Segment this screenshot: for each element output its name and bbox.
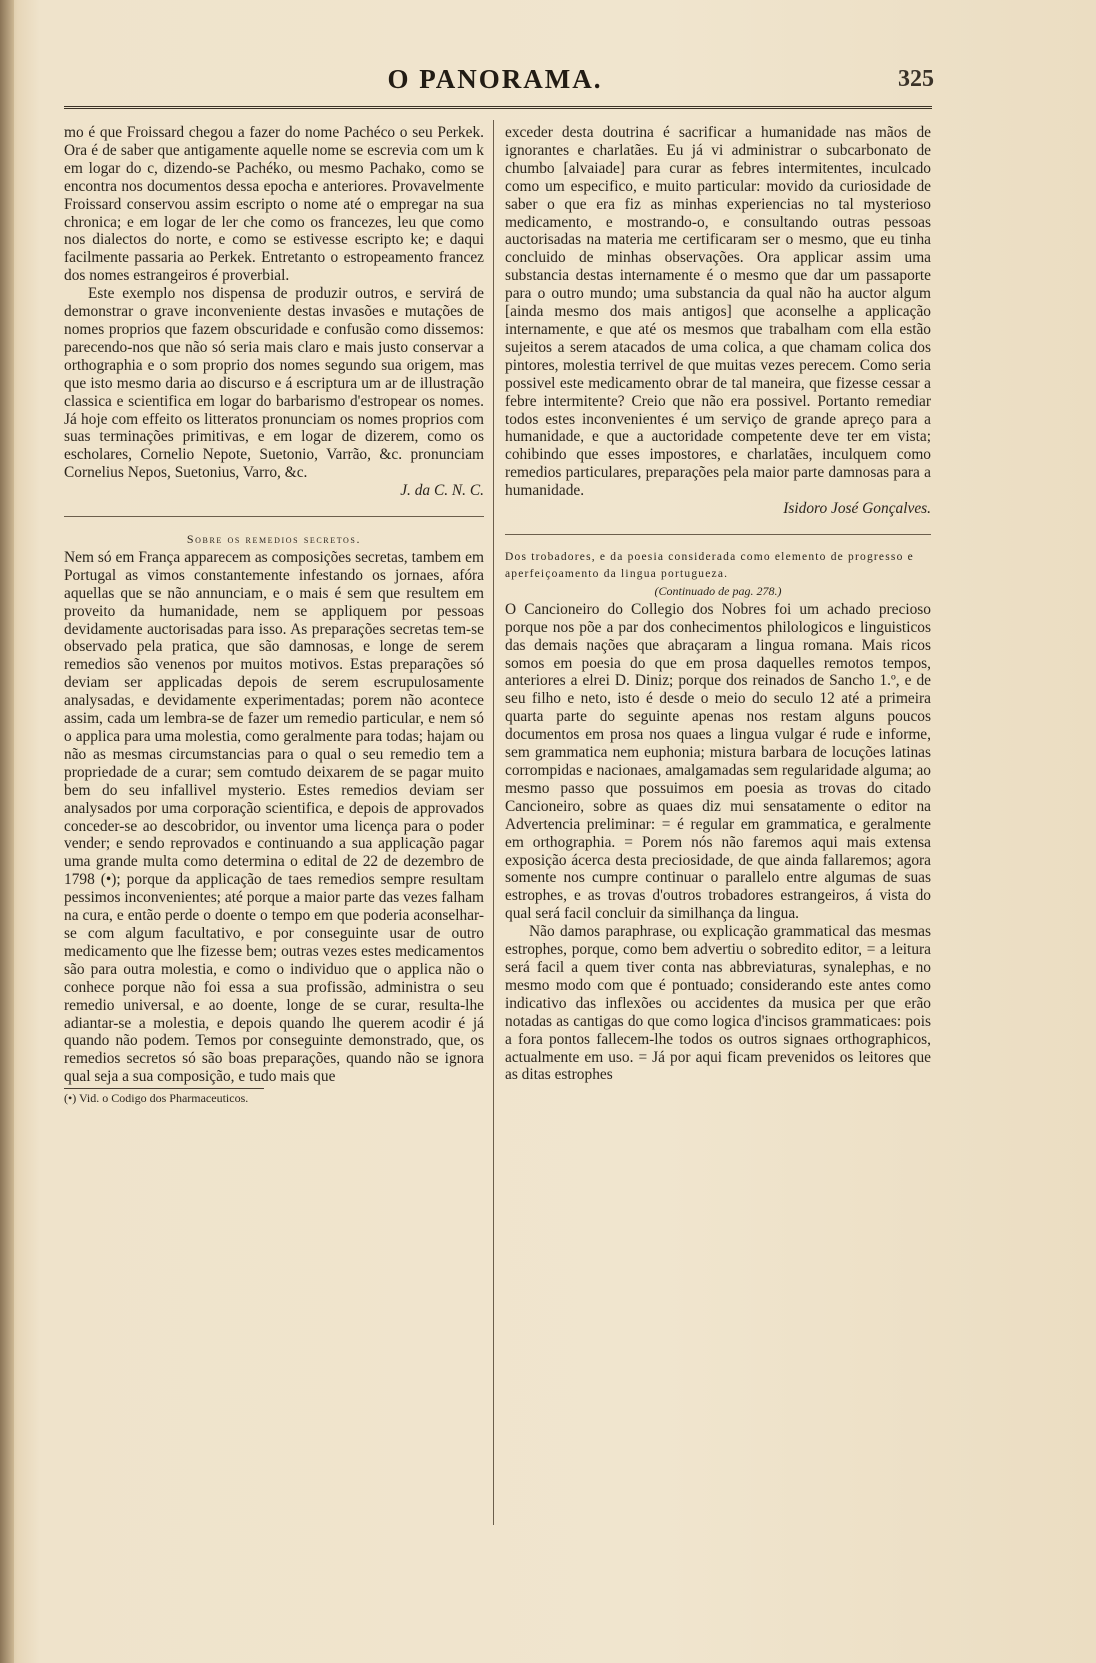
right-signature: Isidoro José Gonçalves. bbox=[783, 500, 931, 518]
section-title-remedios: Sobre os remedios secretos. bbox=[186, 532, 362, 547]
page-number: 325 bbox=[898, 66, 934, 92]
right-paragraph-1: exceder desta doutrina é sacrificar a humanidade nas mãos de ignorantes e charlatães. Eu já vi administrar o subcarbonato de chumbo [alvaiade] para curar as febres intermitentes, inculcado como um especifico, e muito particular: movido da curiosidade de saber o que era fiz as minhas experiencias no tal mysterioso medicamento, e mostrando-o, e consultando outras pessoas auctorisadas na materia me certificaram ser o mesmo, que eu tinha concluido de minhas observações. Ora applicar assim uma substancia destas internamente é o mesmo que dar um passaporte para o outro mundo; uma substancia da qual não ha auctor algum [ainda mesmo dos mais antigos] que aconselhe a applicação internamente, e que até os mesmos que trabalham com ella estão sujeitos a serem atacados de uma colica, a que chamam colica dos pintores, molestia terrivel de que muitas vezes perecem. Como seria possivel este medicamento obrar de tal maneira, que fizesse cessar a febre intermitente? Creio que não era possivel. Portanto remediar todos estes inconvenientes é um serviço de grande apreço para a humanidade, e que a auctoridade competente deve ter em vista; cohibindo que esses impostores, e charlatães, inculquem como remedios particulares, preparações pela maior parte damnosas para a humanidade. bbox=[505, 124, 931, 500]
right-paragraph-3: Não damos paraphrase, ou explicação grammatical das mesmas estrophes, porque, como bem advertiu o sobredito editor, = a leitura será facil a quem tiver conta nas abbreviaturas, synalephas, e no mesmo modo com que é pontuado; considerando este antes como indicativo das inflexões ou accidentes da musica per que erão notadas as cantigas do que como logica d'incisos grammaticaes: pois a fora pontos fallecem-lhe todos os outros signaes orthographicos, actualmente em uso. = Já por aqui ficam prevenidos os leitores que as ditas estrophes bbox=[505, 923, 931, 1084]
left-paragraph-2: Este exemplo nos dispensa de produzir outros, e servirá de demonstrar o grave inconveniente destas invasões e mutações de nomes proprios que fazem obscuridade e confusão como dissemos: parecendo-nos que não só seria mais claro e mais justo conservar a orthographia e o som proprio dos nomes segundo sua origem, mas que isto mesmo daria ao discurso e á escriptura um ar de illustração classica e scientifica em logar do barbarismo d'estropear os nomes. Já hoje com effeito os litteratos pronunciam os nomes proprios com suas terminações primitivas, e em logar de dizerem, como os escholares, Cornelio Nepote, Suetonio, Varrão, &c. pronunciam Cornelius Nepos, Suetonius, Varro, &c. bbox=[64, 285, 484, 482]
page-spine-shadow bbox=[0, 0, 14, 1663]
right-column bbox=[505, 124, 931, 1084]
left-paragraph-1: mo é que Froissard chegou a fazer do nome Pachéco o seu Perkek. Ora é de saber que antigamente aquelle nome se escrevia com um k em logar do c, dizendo-se Pachéko, ou mesmo Pachako, como se encontra nos documentos dessa epocha e anteriores. Provavelmente Froissard conservou assim escripto o nome até o empregar na sua chronica; e em logar de ler che como os francezes, leu que como nos dialectos do norte, e como se estivesse escripto ke; e daqui facilmente passaria ao Perkek. Entretanto o estropeamento francez dos nomes estrangeiros é proverbial. bbox=[64, 124, 484, 285]
left-column bbox=[64, 124, 484, 1105]
column-divider bbox=[493, 120, 494, 1525]
left-paragraph-3: Nem só em França apparecem as composições secretas, tambem em Portugal as vimos constantemente infestando os jornaes, afóra aquellas que se não annunciam, e o mais é sem que resultem em proveito da humanidade, nem se appliquem por pessoas devidamente auctorisadas para isso. As preparações secretas tem-se observado pela pratica, que são damnosas, e longe de serem remedios são venenos por muitos motivos. Estas preparações só deviam ser applicadas depois de serem escrupulosamente analysadas, e devidamente experimentadas; porem não acontece assim, cada um lembra-se de fazer um remedio particular, e nem só o applica para uma molestia, como geralmente para todas; hajam ou não as mesmas circumstancias para o qual o seu remedio tem a propriedade de a curar; sem comtudo deixarem de se pagar muito bem do seu infallivel mysterio. Estes remedios deviam ser analysados por uma corporação scientifica, e depois de approvados conceder-se ao descobridor, ou inventor uma licença para o poder vender; e sendo reprovados e continuando a sua applicação pagar uma grande multa como determina o edital de 22 de dezembro de 1798 (•); porque da applicação de taes remedios sempre resultam pessimos inconvenientes; até porque a maior parte das vezes falham na cura, e então perde o doente o tempo em que poderia aconselhar-se com algum facultativo, e por conseguinte usar de outro medicamento que lhe fizesse bem; outras vezes estes medicamentos são para outra molestia, e como o individuo que o applica não o conhece porque não foi essa a sua profissão, administra o seu remedio universal, e ao doente, longe de se curar, resulta-lhe adiantar-se a molestia, e depois quando lhe querem acodir é já quando não podem. Temos por conseguinte demonstrado, que, os remedios secretos só são boas preparações, quando não se ignora qual seja a sua composição, e tudo mais que bbox=[64, 548, 484, 1086]
masthead bbox=[60, 62, 934, 102]
right-paragraph-2: O Cancioneiro do Collegio dos Nobres foi um achado precioso porque nos põe a par dos conhecimentos philologicos e linguisticos das demais nações que abraçaram a lingua romana. Mais ricos somos em poesia do que em prosa daquelles remotos tempos, anteriores a elrei D. Diniz; porque dos reinados de Sancho 1.º, e de seu filho e neto, isto é desde o meio do seculo 12 até a primeira quarta parte do seguinte apenas nos restam alguns poucos documentos em prosa nos quaes a lingua vulgar é rude e informe, sem grammatica nem euphonia; mistura barbara de locuções latinas corrompidas e nacionaes, amalgamadas sem regularidade alguma; ao mesmo passo que possuimos em poesia as trovas do citado Cancioneiro, sobre as quaes diz mui sensatamente o editor na Advertencia preliminar: = é regular em grammatica, e geralmente em orthographia. = Porem nós não faremos aqui mais extensa exposição ácerca desta preciosidade, de que ainda fallaremos; agora somente nos cumpre continuar o parallelo entre algumas de suas estrophes, e as trovas d'outros trobadores estrangeiros, á vista do qual será facil concluir da similhança da lingua. bbox=[505, 600, 931, 923]
section-title-trobadores: Dos trobadores, e da poesia considerada como elemento de progresso e aperfeiçoamento da lingua portugueza. bbox=[505, 550, 914, 580]
section-rule bbox=[64, 516, 484, 517]
page-title: O PANORAMA. bbox=[387, 64, 603, 94]
left-signature: J. da C. N. C. bbox=[400, 482, 484, 500]
section-rule-right bbox=[505, 534, 931, 535]
header-rule bbox=[64, 106, 932, 109]
footnote: (•) Vid. o Codigo dos Pharmaceuticos. bbox=[64, 1091, 249, 1106]
footnote-rule bbox=[64, 1088, 264, 1089]
continued-note: (Continuado de pag. 278.) bbox=[654, 583, 782, 598]
